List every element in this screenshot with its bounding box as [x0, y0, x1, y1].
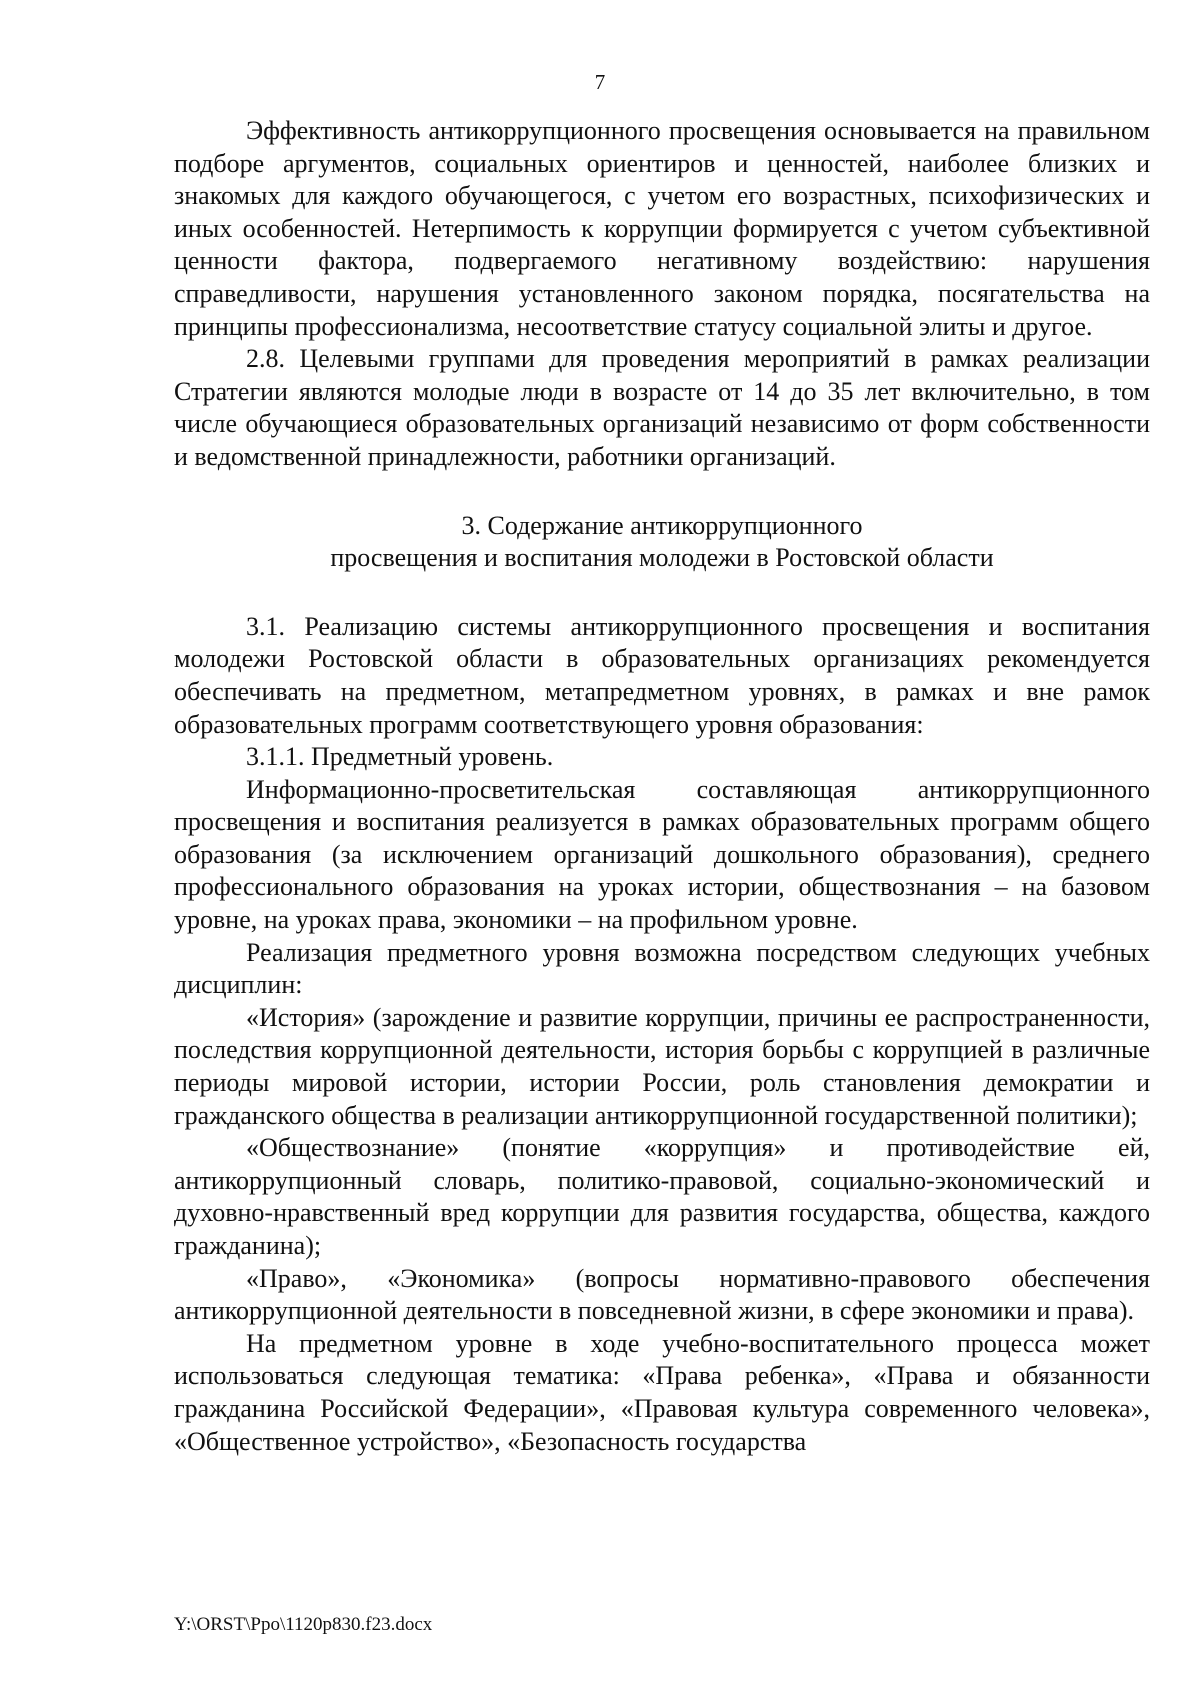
paragraph-information-component: Информационно-просветительская составляющая антикоррупционного просвещения и воспитания реализуется в рамках образовательных программ общего образования (за исключением организаций дошкольного образования), среднего профессионального образования на уроках истории, обществознания – на базовом уровне, на уроках права, экономики – на профильном уровне.	[174, 774, 1150, 935]
section-heading-line-2: просвещения и воспитания молодежи в Ростовской области	[330, 543, 994, 573]
paragraph-subject-level: Реализация предметного уровня возможна посредством следующих учебных дисциплин:	[174, 937, 1150, 1000]
paragraph-history: «История» (зарождение и развитие коррупции, причины ее распространенности, последствия коррупционной деятельности, история борьбы с коррупцией в различные периоды мировой истории, истории России, роль становления демократии и гражданского общества в реализации антикоррупционной государственной политики);	[174, 1002, 1150, 1130]
paragraph-target-groups: 2.8. Целевыми группами для проведения мероприятий в рамках реализации Стратегии являются молодые люди в возрасте от 14 до 35 лет включительно, в том числе обучающиеся образовательных организаций независимо от форм собственности и ведомственной принадлежности, работники организаций.	[174, 344, 1150, 471]
paragraph-3-1-1: 3.1.1. Предметный уровень.	[246, 742, 554, 772]
paragraph-social-studies: «Обществознание» (понятие «коррупция» и противодействие ей, антикоррупционный словарь, политико-правовой, социально-экономический и духовно-нравственный вред коррупции для развития государства, общества, каждого гражданина);	[174, 1133, 1150, 1260]
paragraph-topics: На предметном уровне в ходе учебно-воспитательного процесса может использоваться следующая тематика: «Права ребенка», «Права и обязанности гражданина Российской Федерации», «Правовая культура современного человека», «Общественное устройство», «Безопасность государства	[174, 1328, 1150, 1456]
footer-file-path: Y:\ORST\Ppo\1120p830.f23.docx	[174, 1614, 433, 1635]
paragraph-3-1: 3.1. Реализацию системы антикоррупционного просвещения и воспитания молодежи Ростовской области в образовательных организациях рекомендуется обеспечивать на предметном, метапредметном уровнях, в рамках и вне рамок образовательных программ соответствующего уровня образования:	[174, 611, 1150, 739]
paragraph-law-economics: «Право», «Экономика» (вопросы нормативно-правового обеспечения антикоррупционной деятельности в повседневной жизни, в сфере экономики и права).	[174, 1263, 1150, 1326]
document-body	[174, 115, 1150, 1458]
paragraph-effectiveness: Эффективность антикоррупционного просвещения основывается на правильном подборе аргументов, социальных ориентиров и ценностей, наиболее близких и знакомых для каждого обучающегося, с учетом его возрастных, психофизических и иных особенностей. Нетерпимость к коррупции формируется с учетом субъективной ценности фактора, подвергаемого негативному воздействию: нарушения справедливости, нарушения установленного законом порядка, посягательства на принципы профессионализма, несоответствие статусу социальной элиты и другое.	[174, 116, 1150, 341]
section-heading-line-1: 3. Содержание антикоррупционного	[461, 510, 863, 540]
page-number: 7	[594, 70, 606, 94]
section-heading	[174, 510, 1150, 575]
